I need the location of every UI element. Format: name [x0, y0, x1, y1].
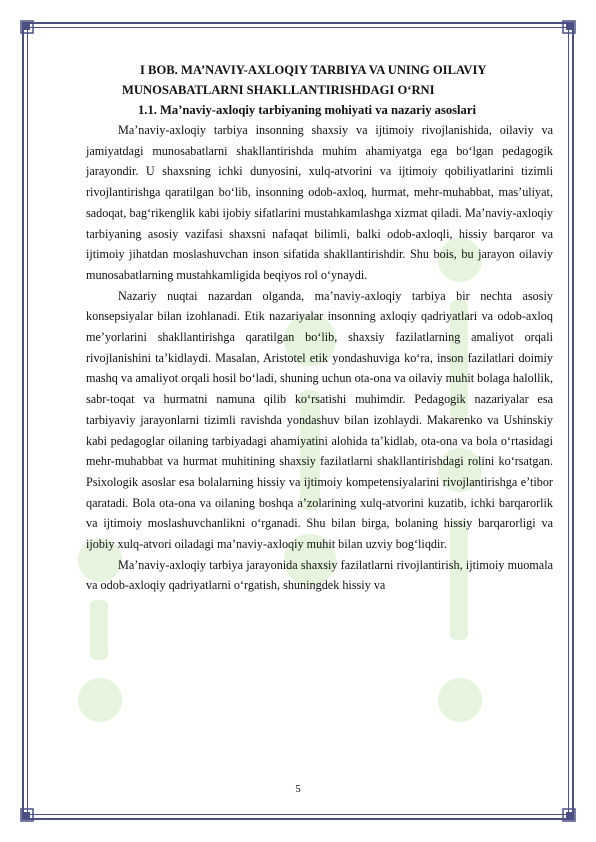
corner-ornament-icon	[20, 20, 34, 34]
section-title: 1.1. Ma’naviy-axloqiy tarbiyaning mohiyati va nazariy asoslari	[138, 103, 476, 117]
corner-ornament-icon	[562, 20, 576, 34]
chapter-title-line-1: I BOB. MA’NAVIY-AXLOQIY TARBIYA VA UNING OILAVIY	[140, 63, 487, 77]
chapter-title-line-2: MUNOSABATLARNI SHAKLLANTIRISHDAGI O‘RNI	[122, 83, 435, 97]
paragraph: Ma’naviy-axloqiy tarbiya insonning shaxsiy va ijtimoiy rivojlanishida, oilaviy va jamiyatdagi munosabatlarni shakllantirishda muhim ahamiyatga ega bo‘lgan pedagogik jarayondir. U shaxsning ichki dunyosini, xulq-atvorini va ijtimoiy qobiliyatlarini tizimli rivojlantirishga qaratilgan bo‘lib, insonning odob-axloq, hurmat, mehr-muhabbat, mas’uliyat, sadoqat, bag‘rikenglik kabi ijobiy sifatlarini mustahkamlashga xizmat qiladi. Ma’naviy-axloqiy tarbiyaning asosiy vazifasi shaxsni nafaqat bilimli, balki odob-axloqli, hissiy barqaror va ijtimoiy jihatdan moslashuvchan inson sifatida shakllantirishdir. Shu bois, bu jarayon oilaviy munosabatlarning mustahkamligida beqiyos rol o‘ynaydi.	[86, 123, 553, 282]
corner-ornament-icon	[20, 808, 34, 822]
paragraph: Ma’naviy-axloqiy tarbiya jarayonida shaxsiy fazilatlarni rivojlantirish, ijtimoiy muomala va odob-axloqiy qadriyatlarni o‘rgatish, shuningdek hissiy va	[86, 557, 553, 593]
corner-ornament-icon	[562, 808, 576, 822]
paragraph: Nazariy nuqtai nazardan olganda, ma’naviy-axloqiy tarbiya bir nechta asosiy konsepsiyalar bilan izohlanadi. Etik nazariyalar insonning axloqiy qadriyatlari va odob-axloq me’yorlarini shakllantirishga qaratilgan bo‘lib, shaxsiy fazilatlarning amaliyot orqali rivojlanishini ta’kidlaydi. Masalan, Aristotel etik yondashuviga ko‘ra, inson fazilatlari doimiy mashq va amaliyot orqali hosil bo‘ladi, shuning uchun ota-ona va oilaviy muhit bolaga halollik, sabr-toqat va hurmatni namuna qilib ko‘rsatishi muhimdir. Pedagogik nazariyalar esa tarbiyaviy jarayonlarni tizimli ravishda yondashuv bilan izohlaydi. Makarenko va Ushinskiy kabi pedagoglar oilaning tarbiyadagi ahamiyatini alohida ta’kidlab, ota-ona va bola o‘rtasidagi mehr-muhabbat va hurmat muhitining shaxsiy fazilatlarni shakllantirishdagi rolini ko‘rsatgan. Psixologik asoslar esa bolalarning hissiy va ijtimoiy kompetensiyalarini rivojlantirishga e’tibor qaratadi. Bola ota-ona va oilaning boshqa a’zolarining xulq-atvorini kuzatib, ichki barqarorlik va ijtimoiy moslashuvchanlikni o‘rganadi. Shu bilan birga, bolaning hissiy barqarorligi va ijobiy xulq-atvori oiladagi ma’naviy-axloqiy muhit bilan uzviy bog‘liqdir.	[86, 288, 553, 552]
page-number: 5	[295, 783, 301, 795]
document-body	[86, 60, 553, 596]
